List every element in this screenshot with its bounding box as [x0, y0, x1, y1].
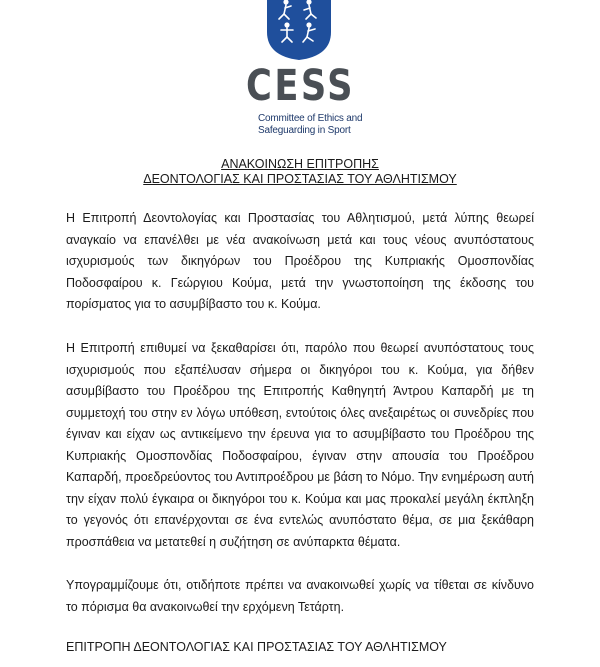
brand-subtitle-line-1: Committee of Ethics and	[258, 113, 363, 124]
announcement-heading-line-1: ΑΝΑΚΟΙΝΩΣΗ ΕΠΙΤΡΟΠΗΣ	[221, 157, 379, 171]
body-paragraph-3: Υπογραμμίζουμε ότι, οτιδήποτε πρέπει να ανακοινωθεί χωρίς να τίθεται σε κίνδυνο το πόρισμα θα ανακοινωθεί την ερχόμενη Τετάρτη.	[66, 578, 534, 614]
brand-wordmark: CESS	[246, 61, 356, 111]
cess-shield-logo-icon	[265, 0, 333, 60]
body-paragraph-2: Η Επιτροπή επιθυμεί να ξεκαθαρίσει ότι, παρόλο που θεωρεί ανυπόστατους τους ισχυρισμούς που εξαπέλυσαν σήμερα οι δικηγόροι του κ. Κούμα, για δήθεν ασυμβίβαστο του Προέδρου της Επιτροπής Καθηγητή Άντρου Καπαρδή με τη συμμετοχή του στην εν λόγω υπόθεση, εντούτοις όλες ανεξαιρέτως οι συνεδρίες που έγιναν και είχαν ως αντικείμενο την έρευνα για το ασυμβίβαστο του Προέδρου της Κυπριακής Ομοσπονδίας Ποδοσφαίρου, έγιναν στην απουσία του Προέδρου Καπαρδή, προεδρεύοντος του Αντιπροέδρου με βάση το Νόμο. Την ενημέρωση αυτή την είχαν πολύ έγκαιρα οι δικηγόροι του κ. Κούμα και μας προκαλεί μεγάλη έκπληξη το γεγονός ότι επανέρχονται σε ένα εντελώς ανυπόστατο θέμα, σε μια ξεκάθαρη προσπάθεια να μετατεθεί η συζήτηση σε ανύπαρκτα θέματα.	[66, 341, 534, 549]
brand-subtitle	[258, 113, 378, 137]
brand-subtitle-line-2: Safeguarding in Sport	[258, 125, 351, 136]
body-paragraph-1: Η Επιτροπή Δεοντολογίας και Προστασίας του Αθλητισμού, μετά λύπης θεωρεί αναγκαίο να επανέλθει με νέα ανακοίνωση μετά και τους νέους ανυπόστατους ισχυρισμούς των δικηγόρων του Προέδρου της Κυπριακής Ομοσπονδίας Ποδοσφαίρου κ. Γεώργιου Κούμα, μετά την γνωστοποίηση της έκδοσης του πορίσματος για το ασυμβίβαστο του κ. Κούμα.	[66, 211, 534, 311]
announcement-heading-line-2: ΔΕΟΝΤΟΛΟΓΙΑΣ ΚΑΙ ΠΡΟΣΤΑΣΙΑΣ ΤΟΥ ΑΘΛΗΤΙΣΜΟΥ	[143, 172, 457, 186]
signature-line: ΕΠΙΤΡΟΠΗ ΔΕΟΝΤΟΛΟΓΙΑΣ ΚΑΙ ΠΡΟΣΤΑΣΙΑΣ ΤΟΥ ΑΘΛΗΤΙΣΜΟΥ	[66, 640, 447, 654]
